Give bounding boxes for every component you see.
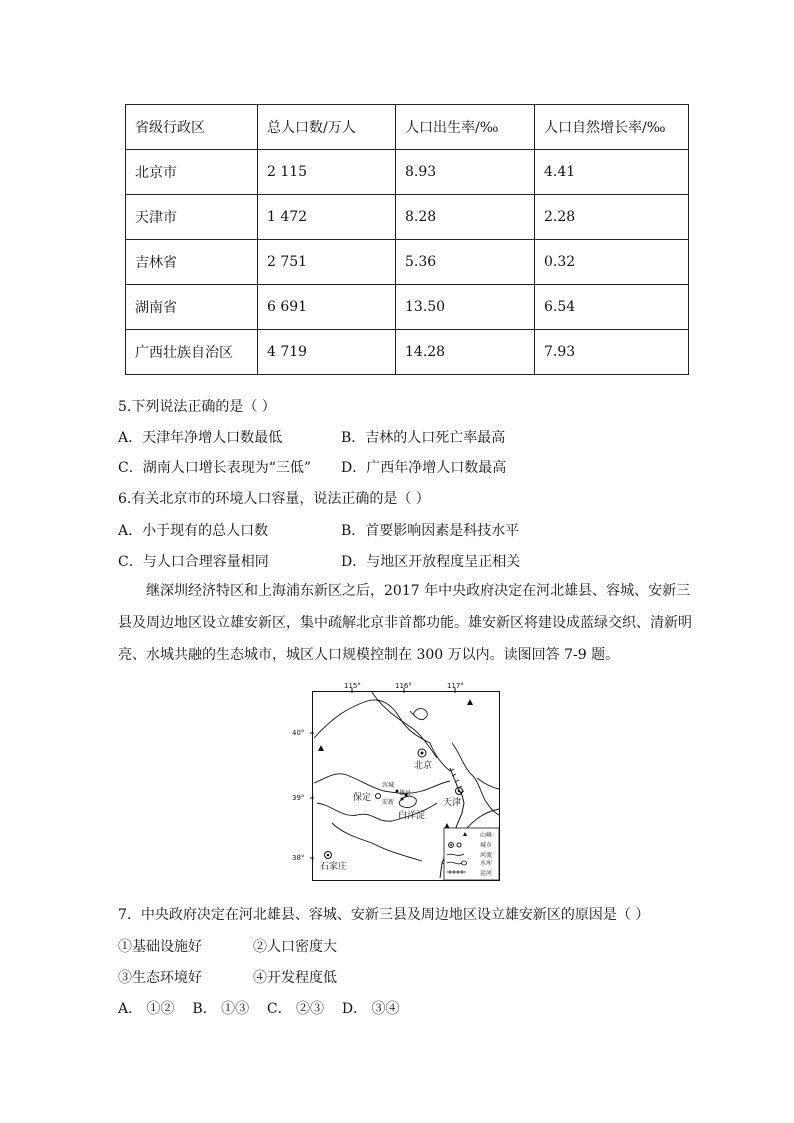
table-row — [126, 285, 689, 330]
longitude-label: 116° — [395, 682, 412, 690]
place-label-baiyangdian: 白洋淀 — [398, 811, 426, 821]
table-row — [126, 330, 689, 375]
latitude-label: 40° — [292, 729, 305, 737]
question-5-option-d: D．广西年净增人口数最高 — [341, 460, 507, 476]
table-header-cell: 总人口数/万人 — [258, 105, 396, 150]
table-cell: 2.28 — [535, 195, 689, 240]
question-6-option-d: D．与地区开放程度呈正相关 — [341, 554, 521, 570]
place-label-xiongxian: 雄县 — [399, 790, 412, 797]
longitude-label: 115° — [344, 682, 361, 690]
table-cell: 13.50 — [396, 285, 535, 330]
population-table — [125, 104, 689, 375]
question-5-stem: 5.下列说法正确的是（ ） — [118, 399, 276, 415]
legend-label: 水库 — [480, 860, 493, 867]
table-header-cell: 人口自然增长率/‰ — [535, 105, 689, 150]
xiongan-map — [292, 682, 500, 881]
place-label-rongcheng: 容城 — [382, 782, 395, 789]
place-label-beijing: 北京 — [414, 761, 433, 771]
legend-label: 城市 — [480, 842, 493, 849]
longitude-label: 117° — [447, 682, 464, 690]
table-cell: 8.28 — [396, 195, 535, 240]
table-cell: 8.93 — [396, 150, 535, 195]
table-header-row — [126, 105, 689, 150]
table-cell: 1 472 — [258, 195, 396, 240]
map-svg — [292, 682, 500, 881]
question-5-option-c: C．湖南人口增长表现为“三低” — [118, 460, 312, 476]
place-label-shijiazhuang: 石家庄 — [320, 862, 348, 872]
latitude-label: 38° — [292, 854, 305, 862]
latitude-label: 39° — [292, 794, 305, 802]
place-label-baoding: 保定 — [353, 793, 372, 803]
place-label-anxin: 安新 — [382, 799, 395, 806]
question-6-option-c: C．与人口合理容量相同 — [118, 554, 269, 570]
legend-label: 运河 — [480, 870, 493, 877]
question-7-stem: 7．中央政府决定在河北雄县、容城、安新三县及周边地区设立雄安新区的原因是（ ） — [118, 907, 650, 923]
reading-passage: 继深圳经济特区和上海浦东新区之后，2017 年中央政府决定在河北雄县、容城、安新三县及周边地区设立雄安新区，集中疏解北京非首都功能。雄安新区将建设成蓝绿交织、清新明亮、水城共融的生态城市，城区人口规模控制在 300 万以内。读图回答 7-9 题。 — [118, 583, 692, 663]
table-header-cell: 省级行政区 — [126, 105, 258, 150]
table-cell: 北京市 — [126, 150, 258, 195]
legend-label: 山峰 — [480, 832, 493, 839]
table-row — [126, 195, 689, 240]
question-7-item-4: ④开发程度低 — [253, 970, 337, 986]
question-5-option-a: A．天津年净增人口数最低 — [118, 430, 283, 446]
place-label-tianjin: 天津 — [443, 798, 462, 808]
table-cell: 0.32 — [535, 240, 689, 285]
question-6-option-a: A．小于现有的总人口数 — [118, 523, 269, 539]
table-cell: 2 751 — [258, 240, 396, 285]
question-7-choices: A． ①② B． ①③ C． ②③ D． ③④ — [118, 1001, 400, 1017]
question-7-item-1: ①基础设施好 — [118, 939, 202, 955]
question-7-item-2: ②人口密度大 — [253, 939, 337, 955]
table-cell: 6 691 — [258, 285, 396, 330]
table-cell: 4.41 — [535, 150, 689, 195]
question-5-option-b: B．吉林的人口死亡率最高 — [341, 430, 506, 446]
table-row — [126, 240, 689, 285]
table-cell: 5.36 — [396, 240, 535, 285]
table-cell: 2 115 — [258, 150, 396, 195]
table-cell: 14.28 — [396, 330, 535, 375]
table-row — [126, 150, 689, 195]
table-cell: 湖南省 — [126, 285, 258, 330]
question-6-option-b: B．首要影响因素是科技水平 — [341, 523, 520, 539]
table-cell: 6.54 — [535, 285, 689, 330]
table-cell: 吉林省 — [126, 240, 258, 285]
table-header-cell: 人口出生率/‰ — [396, 105, 535, 150]
table-cell: 7.93 — [535, 330, 689, 375]
question-6-stem: 6.有关北京市的环境人口容量，说法正确的是（ ） — [118, 491, 430, 507]
question-7-item-3: ③生态环境好 — [118, 970, 202, 986]
table-cell: 4 719 — [258, 330, 396, 375]
table-cell: 广西壮族自治区 — [126, 330, 258, 375]
legend-label: 河流 — [480, 852, 493, 859]
table-cell: 天津市 — [126, 195, 258, 240]
